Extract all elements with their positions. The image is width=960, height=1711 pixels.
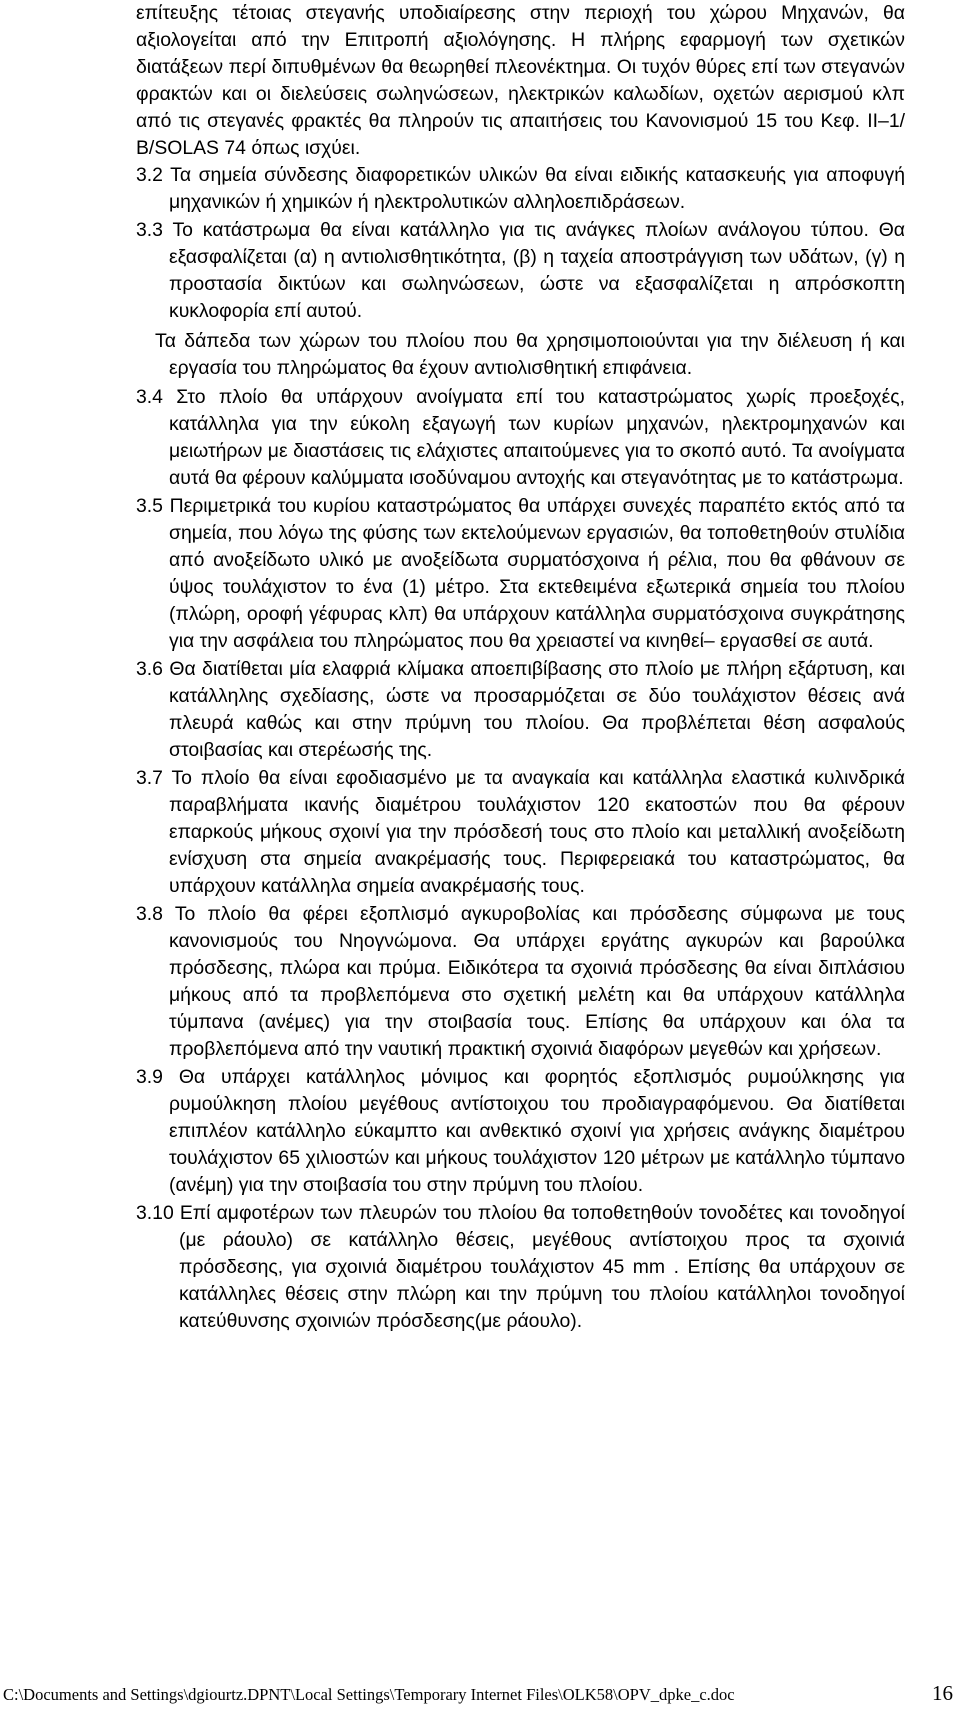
paragraph-3-7: 3.7 Το πλοίο θα είναι εφοδιασμένο με τα αναγκαία και κατάλληλα ελαστικά κυλινδρικά παραβλήματα ικανής διαμέτρου τουλάχιστον 120 εκατοστών που θα φέρουν επαρκούς μήκους σχοινί για την πρόσδεσή τους στο πλοίο και μεταλλική ανοξείδωτη ενίσχυση στα σημεία ανακρέμασής τους. Περιφερειακά του καταστρώματος, θα υπάρχουν κατάλληλα σημεία ανακρέμασής τους. xyxy=(136,767,905,897)
paragraph-3-3-floors: Τα δάπεδα των χώρων του πλοίου που θα χρησιμοποιούνται για την διέλευση ή και εργασία του πληρώματος θα έχουν αντιολισθητική επιφάνεια. xyxy=(155,330,905,379)
footer-file-path: C:\Documents and Settings\dgiourtz.DPNT\Local Settings\Temporary Internet Files\OLK58\OPV_dpke_c.doc xyxy=(3,1685,735,1704)
paragraph-3-10: 3.10 Επί αμφοτέρων των πλευρών του πλοίου θα τοποθετηθούν τονοδέτες και τονοδηγοί (με ράουλο) σε κατάλληλο θέσεις, μεγέθους αντίστοιχου προς τα σχοινιά πρόσδεσης, για σχοινιά διαμέτρου τουλάχιστον 45 mm . Επίσης θα υπάρχουν σε κατάλληλες θέσεις στην πλώρη και την πρύμνη του πλοίου κατάλληλοι τονοδηγοί κατεύθυνσης σχοινιών πρόσδεσης(με ράουλο). xyxy=(136,1202,905,1332)
paragraph-intro: επίτευξης τέτοιας στεγανής υποδιαίρεσης στην περιοχή του χώρου Μηχανών, θα αξιολογείται από την Επιτροπή αξιολόγησης. Η πλήρης εφαρμογή των σχετικών διατάξεων περί διπυθμένων θα θεωρηθεί πλεονέκτημα. Οι τυχόν θύρες επί των στεγανών φρακτών και οι διελεύσεις σωληνώσεων, ηλεκτρικών καλωδίων, οχετών αερισμού κλπ από τις στεγανές φρακτές θα πληρούν τις απαιτήσεις του Κανονισμού 15 του Κεφ. ΙΙ–1/Β/SOLAS 74 όπως ισχύει. xyxy=(136,2,905,159)
paragraph-3-4: 3.4 Στο πλοίο θα υπάρχουν ανοίγματα επί του καταστρώματος χωρίς προεξοχές, κατάλληλα για την εύκολη εξαγωγή των κυρίων μηχανών, ηλεκτρομηχανών και μειωτήρων με διαστάσεις τις ελάχιστες απαιτούμενες για το σκοπό αυτό. Τα ανοίγματα αυτά θα φέρουν καλύμματα ισοδύναμου αντοχής και στεγανότητας με το κατάστρωμα. xyxy=(136,386,905,489)
footer-page-number: 16 xyxy=(932,1681,953,1705)
paragraph-3-2: 3.2 Τα σημεία σύνδεσης διαφορετικών υλικών θα είναι ειδικής κατασκευής για αποφυγή μηχανικών ή χημικών ή ηλεκτρολυτικών αλληλοεπιδράσεων. xyxy=(136,164,905,213)
paragraph-3-3: 3.3 Το κατάστρωμα θα είναι κατάλληλο για τις ανάγκες πλοίων ανάλογου τύπου. Θα εξασφαλίζεται (α) η αντιολισθητικότητα, (β) η ταχεία αποστράγγιση των υδάτων, (γ) η προστασία δικτύων και σωληνώσεων, ώστε να εξασφαλίζεται η απρόσκοπτη κυκλοφορία επί αυτού. xyxy=(136,219,905,322)
page-footer xyxy=(3,1677,953,1707)
paragraph-3-9: 3.9 Θα υπάρχει κατάλληλος μόνιμος και φορητός εξοπλισμός ρυμούλκησης για ρυμούλκηση πλοίου μεγέθους αντίστοιχου του προδιαγραφόμενου. Θα διατίθεται επιπλέον κατάλληλο εύκαμπτο και ανθεκτικό σχοινί για χρήσεις ανάγκης διαμέτρου τουλάχιστον 65 χιλιοστών και μήκους τουλάχιστον 120 μέτρων με κατάλληλο τύμπανο (ανέμη) για την στοιβασία του στην πρύμνη του πλοίου. xyxy=(136,1066,905,1196)
paragraph-3-8: 3.8 Το πλοίο θα φέρει εξοπλισμό αγκυροβολίας και πρόσδεσης σύμφωνα με τους κανονισμούς του Νηογνώμονα. Θα υπάρχει εργάτης αγκυρών και βαρούλκα πρόσδεσης, πλώρα και πρύμα. Ειδικότερα τα σχοινιά πρόσδεσης θα είναι διπλάσιου μήκους από τα προβλεπόμενα στο σχετική μελέτη και θα υπάρχουν κατάλληλα τύμπανα (ανέμες) για την στοιβασία τους. Επίσης θα υπάρχουν και όλα τα προβλεπόμενα από την ναυτική πρακτική σχοινιά διαφόρων μεγεθών και χρήσεων. xyxy=(136,903,905,1060)
paragraph-3-5: 3.5 Περιμετρικά του κυρίου καταστρώματος θα υπάρχει συνεχές παραπέτο εκτός από τα σημεία, που λόγω της φύσης των εκτελούμενων εργασιών, θα τοποθετηθούν στυλίδια από ανοξείδωτο υλικό με ανοξείδωτα συρματόσχοινα ή ρέλια, που θα φθάνουν σε ύψος τουλάχιστον το ένα (1) μέτρο. Στα εκτεθειμένα εξωτερικά σημεία του πλοίου (πλώρη, οροφή γέφυρας κλπ) θα υπάρχουν κατάλληλα συρματόσχοινα συγκράτησης για την ασφάλεια του πληρώματος που θα χρειαστεί να κινηθεί– εργασθεί σε αυτά. xyxy=(136,495,905,652)
paragraph-3-6: 3.6 Θα διατίθεται μία ελαφριά κλίμακα αποεπιβίβασης στο πλοίο με πλήρη εξάρτυση, και κατάλληλης σχεδίασης, ώστε να προσαρμόζεται σε δύο τουλάχιστον θέσεις ανά πλευρά καθώς και στην πρύμνη του πλοίου. Θα προβλέπεται θέση ασφαλούς στοιβασίας και στερέωσής της. xyxy=(136,658,905,761)
document-body xyxy=(136,0,905,1335)
